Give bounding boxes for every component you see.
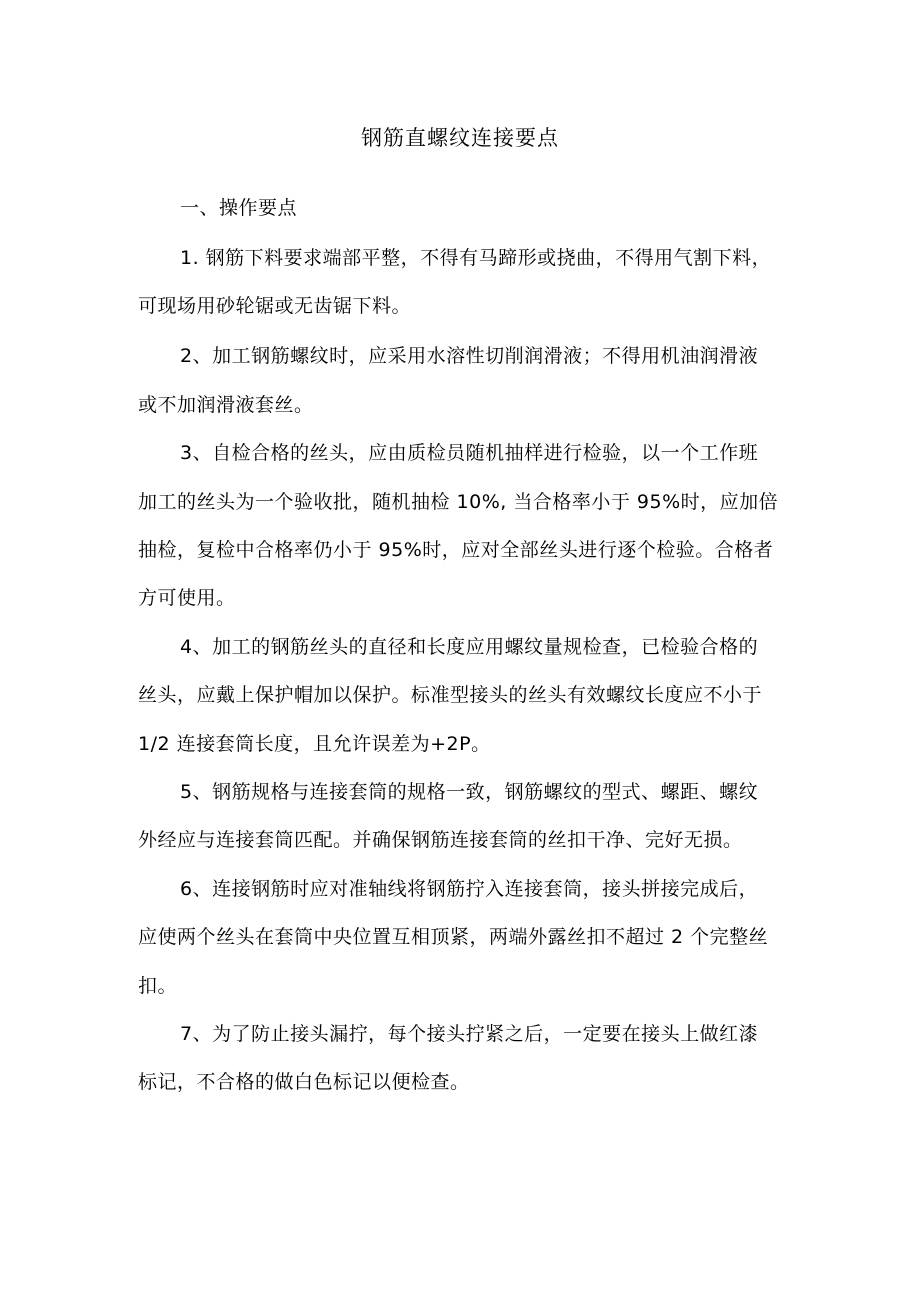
paragraph-line: 可现场用砂轮锯或无齿锯下料。 <box>138 295 412 317</box>
section-heading: 一、操作要点 <box>180 197 298 219</box>
paragraph-line: 或不加润滑液套丝。 <box>138 394 314 416</box>
paragraph-line: 7、为了防止接头漏拧，每个接头拧紧之后，一定要在接头上做红漆 <box>180 1023 759 1045</box>
paragraph-line: 6、连接钢筋时应对准轴线将钢筋拧入连接套筒，接头拼接完成后， <box>180 878 759 900</box>
paragraph-line: 1/2 连接套筒长度，且允许误差为+2P。 <box>138 733 491 755</box>
paragraph-line: 4、加工的钢筋丝头的直径和长度应用螺纹量规检查，已检验合格的 <box>180 636 759 658</box>
paragraph-line: 丝头，应戴上保护帽加以保护。标准型接头的丝头有效螺纹长度应不小于 <box>138 684 763 706</box>
paragraph-line: 5、钢筋规格与连接套筒的规格一致，钢筋螺纹的型式、螺距、螺纹 <box>180 781 759 803</box>
paragraph-line: 加工的丝头为一个验收批，随机抽检 10%, 当合格率小于 95%时，应加倍 <box>138 491 779 513</box>
paragraph-line: 2、加工钢筋螺纹时，应采用水溶性切削润滑液；不得用机油润滑液 <box>180 345 759 367</box>
paragraph-line: 应使两个丝头在套筒中央位置互相顶紧，两端外露丝扣不超过 2 个完整丝 <box>138 926 769 948</box>
document-title: 钢筋直螺纹连接要点 <box>361 126 559 150</box>
paragraph-line: 抽检，复检中合格率仍小于 95%时，应对全部丝头进行逐个检验。合格者 <box>138 539 774 561</box>
paragraph-line: 扣。 <box>138 975 178 997</box>
paragraph-line: 1. 钢筋下料要求端部平整，不得有马蹄形或挠曲，不得用气割下料， <box>180 247 772 269</box>
paragraph-line: 3、自检合格的丝头，应由质检员随机抽样进行检验，以一个工作班 <box>180 442 759 464</box>
paragraph-line: 标记，不合格的做白色标记以便检查。 <box>138 1071 470 1093</box>
paragraph-line: 外经应与连接套筒匹配。并确保钢筋连接套筒的丝扣干净、完好无损。 <box>138 829 743 851</box>
paragraph-line: 方可使用。 <box>138 587 236 609</box>
